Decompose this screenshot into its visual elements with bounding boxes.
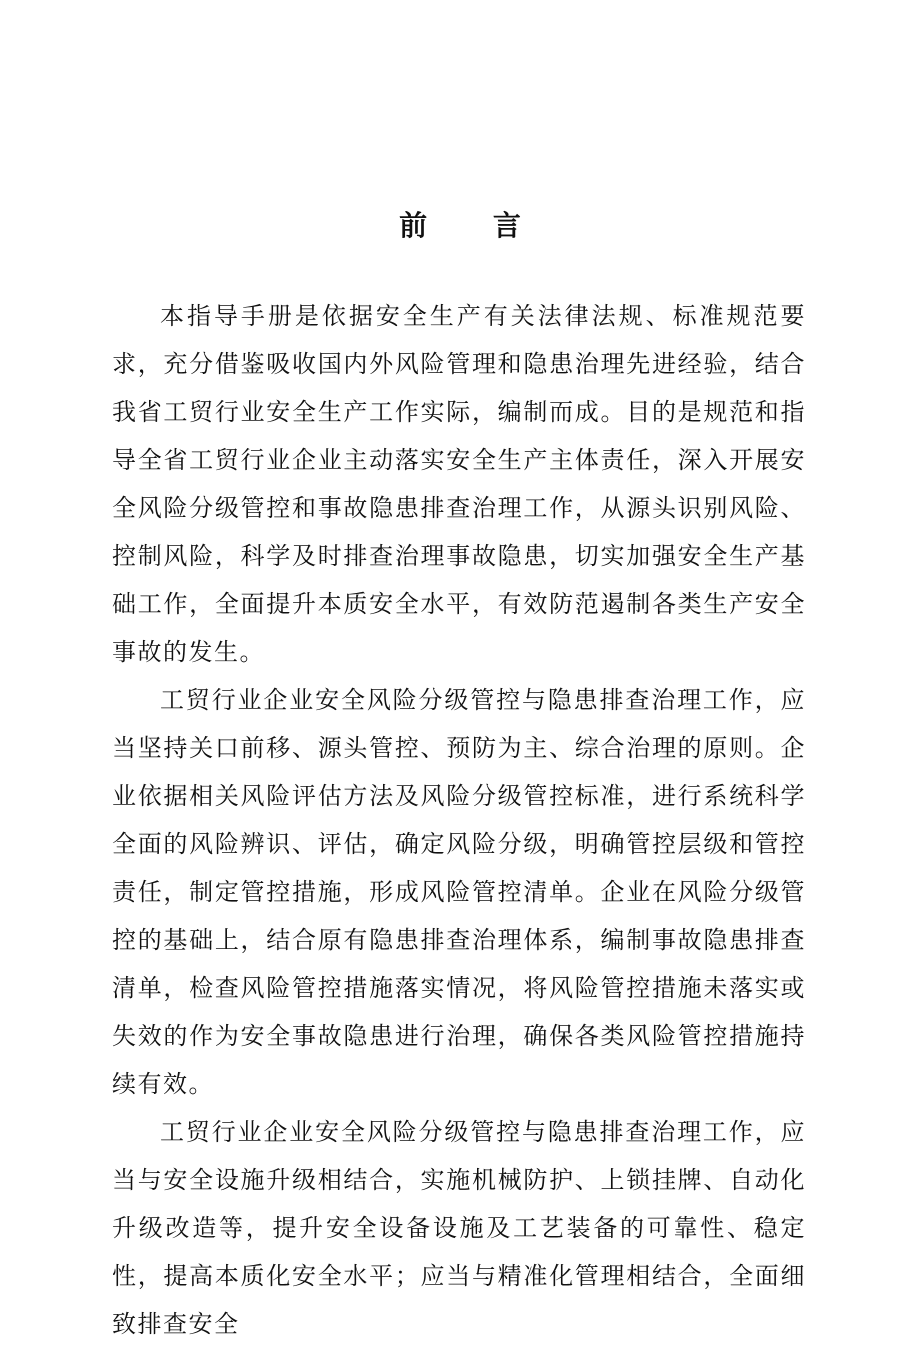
document-body — [112, 292, 806, 1348]
page-title: 前 言 — [399, 209, 549, 242]
paragraph-2: 工贸行业企业安全风险分级管控与隐患排查治理工作，应当坚持关口前移、源头管控、预防为主、综合治理的原则。企业依据相关风险评估方法及风险分级管控标准，进行系统科学全面的风险辨识、评估，确定风险分级，明确管控层级和管控责任，制定管控措施，形成风险管控清单。企业在风险分级管控的基础上，结合原有隐患排查治理体系，编制事故隐患排查清单，检查风险管控措施落实情况，将风险管控措施未落实或失效的作为安全事故隐患进行治理，确保各类风险管控措施持续有效。 — [112, 686, 806, 1098]
paragraph-1: 本指导手册是依据安全生产有关法律法规、标准规范要求，充分借鉴吸收国内外风险管理和隐患治理先进经验，结合我省工贸行业安全生产工作实际，编制而成。目的是规范和指导全省工贸行业企业主动落实安全生产主体责任，深入开展安全风险分级管控和事故隐患排查治理工作，从源头识别风险、控制风险，科学及时排查治理事故隐患，切实加强安全生产基础工作，全面提升本质安全水平，有效防范遏制各类生产安全事故的发生。 — [112, 302, 806, 666]
paragraph-3: 工贸行业企业安全风险分级管控与隐患排查治理工作，应当与安全设施升级相结合，实施机械防护、上锁挂牌、自动化升级改造等，提升安全设备设施及工艺装备的可靠性、稳定性，提高本质化安全水平；应当与精准化管理相结合，全面细致排查安全 — [112, 1118, 806, 1338]
